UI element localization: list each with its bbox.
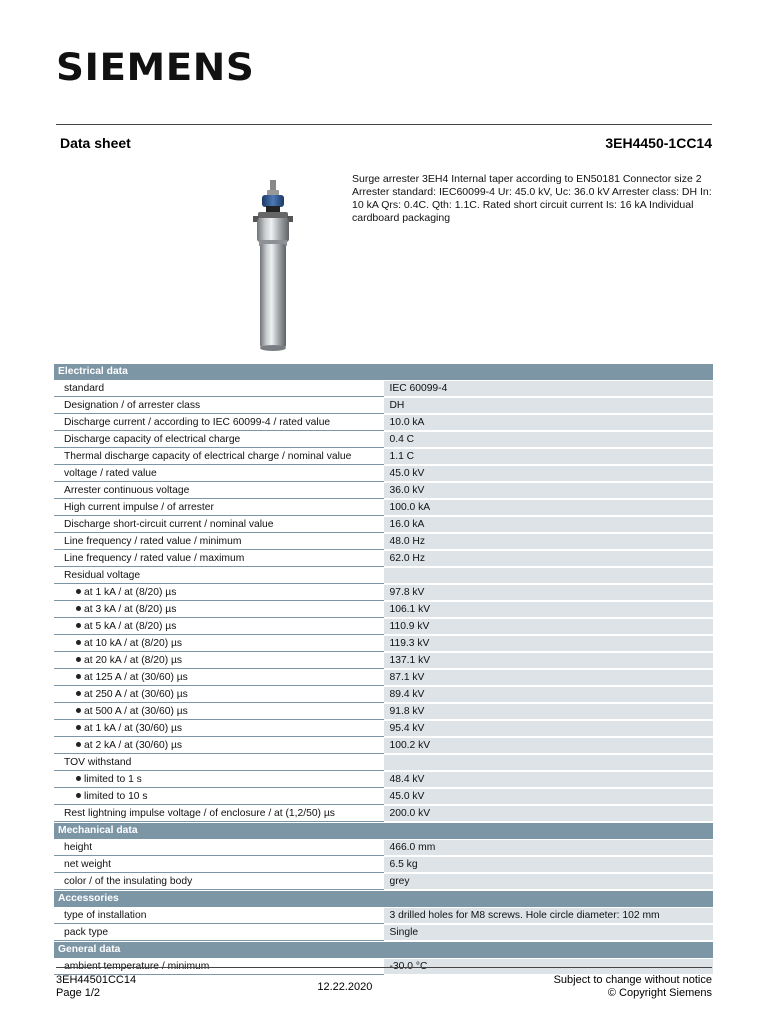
- residual-voltage-header: Residual voltage: [54, 568, 713, 584]
- footer-doc-id: 3EH44501CC14: [56, 974, 137, 986]
- product-number: 3EH4450-1CC14: [605, 135, 712, 151]
- list-item: limited to 10 s 45.0 kV: [54, 789, 713, 805]
- title-row: [56, 124, 712, 151]
- bullet-icon: [76, 708, 81, 713]
- list-item: at 5 kA / at (8/20) µs 110.9 kV: [54, 619, 713, 635]
- list-item: limited to 1 s 48.4 kV: [54, 772, 713, 788]
- list-item: at 1 kA / at (8/20) µs 97.8 kV: [54, 585, 713, 601]
- table-row: Thermal discharge capacity of electrical charge / nominal value 1.1 C: [54, 449, 713, 465]
- table-row: voltage / rated value 45.0 kV: [54, 466, 713, 482]
- spec-table: [54, 363, 713, 976]
- bullet-icon: [76, 725, 81, 730]
- table-row: type of installation 3 drilled holes for M8 screws. Hole circle diameter: 102 mm: [54, 908, 713, 924]
- table-row: standard IEC 60099-4: [54, 381, 713, 397]
- surge-arrester-image: [240, 176, 320, 356]
- table-row: Line frequency / rated value / maximum 62.0 Hz: [54, 551, 713, 567]
- bullet-icon: [76, 674, 81, 679]
- list-item: at 2 kA / at (30/60) µs 100.2 kV: [54, 738, 713, 754]
- footer-page-number: Page 1/2: [56, 987, 101, 999]
- page-footer: [56, 967, 712, 1000]
- table-row: Designation / of arrester class DH: [54, 398, 713, 414]
- bullet-icon: [76, 657, 81, 662]
- bullet-icon: [76, 793, 81, 798]
- list-item: at 250 A / at (30/60) µs 89.4 kV: [54, 687, 713, 703]
- footer-copyright: © Copyright Siemens: [607, 987, 712, 999]
- section-accessories: Accessories: [54, 891, 713, 907]
- bullet-icon: [76, 623, 81, 628]
- table-row: Discharge current / according to IEC 60099-4 / rated value 10.0 kA: [54, 415, 713, 431]
- footer-left: [56, 974, 136, 1000]
- footer-notice: Subject to change without notice: [553, 974, 712, 986]
- table-row: color / of the insulating body grey: [54, 874, 713, 890]
- product-description: Surge arrester 3EH4 Internal taper according to EN50181 Connector size 2 Arrester standard: IEC60099-4 Ur: 45.0 kV, Uc: 36.0 kV Arrester class: DH In: 10 kA Qrs: 0.4C. Qth: 1.1C. Rated short circuit current Is: 16 kA Individual cardboard packaging: [352, 173, 712, 224]
- table-row: net weight 6.5 kg: [54, 857, 713, 873]
- section-electrical: Electrical data: [54, 364, 713, 380]
- table-row: Discharge short-circuit current / nominal value 16.0 kA: [54, 517, 713, 533]
- list-item: at 500 A / at (30/60) µs 91.8 kV: [54, 704, 713, 720]
- table-row: ambient temperature / minimum -30.0 °C: [54, 959, 713, 975]
- table-row: Rest lightning impulse voltage / of enclosure / at (1,2/50) µs 200.0 kV: [54, 806, 713, 822]
- list-item: at 20 kA / at (8/20) µs 137.1 kV: [54, 653, 713, 669]
- table-row: Discharge capacity of electrical charge 0.4 C: [54, 432, 713, 448]
- bullet-icon: [76, 742, 81, 747]
- section-mechanical: Mechanical data: [54, 823, 713, 839]
- list-item: at 125 A / at (30/60) µs 87.1 kV: [54, 670, 713, 686]
- list-item: at 3 kA / at (8/20) µs 106.1 kV: [54, 602, 713, 618]
- doc-title: Data sheet: [60, 135, 131, 151]
- footer-date: 12.22.2020: [317, 981, 373, 993]
- bullet-icon: [76, 606, 81, 611]
- table-row: Line frequency / rated value / minimum 48.0 Hz: [54, 534, 713, 550]
- table-row: High current impulse / of arrester 100.0 kA: [54, 500, 713, 516]
- list-item: at 10 kA / at (8/20) µs 119.3 kV: [54, 636, 713, 652]
- bullet-icon: [76, 691, 81, 696]
- bullet-icon: [76, 589, 81, 594]
- siemens-logo: SIEMENS: [56, 46, 255, 89]
- footer-right: [554, 974, 712, 1000]
- bullet-icon: [76, 640, 81, 645]
- tov-withstand-header: TOV withstand: [54, 755, 713, 771]
- section-general: General data: [54, 942, 713, 958]
- list-item: at 1 kA / at (30/60) µs 95.4 kV: [54, 721, 713, 737]
- table-row: Arrester continuous voltage 36.0 kV: [54, 483, 713, 499]
- table-row: height 466.0 mm: [54, 840, 713, 856]
- table-row: pack type Single: [54, 925, 713, 941]
- bullet-icon: [76, 776, 81, 781]
